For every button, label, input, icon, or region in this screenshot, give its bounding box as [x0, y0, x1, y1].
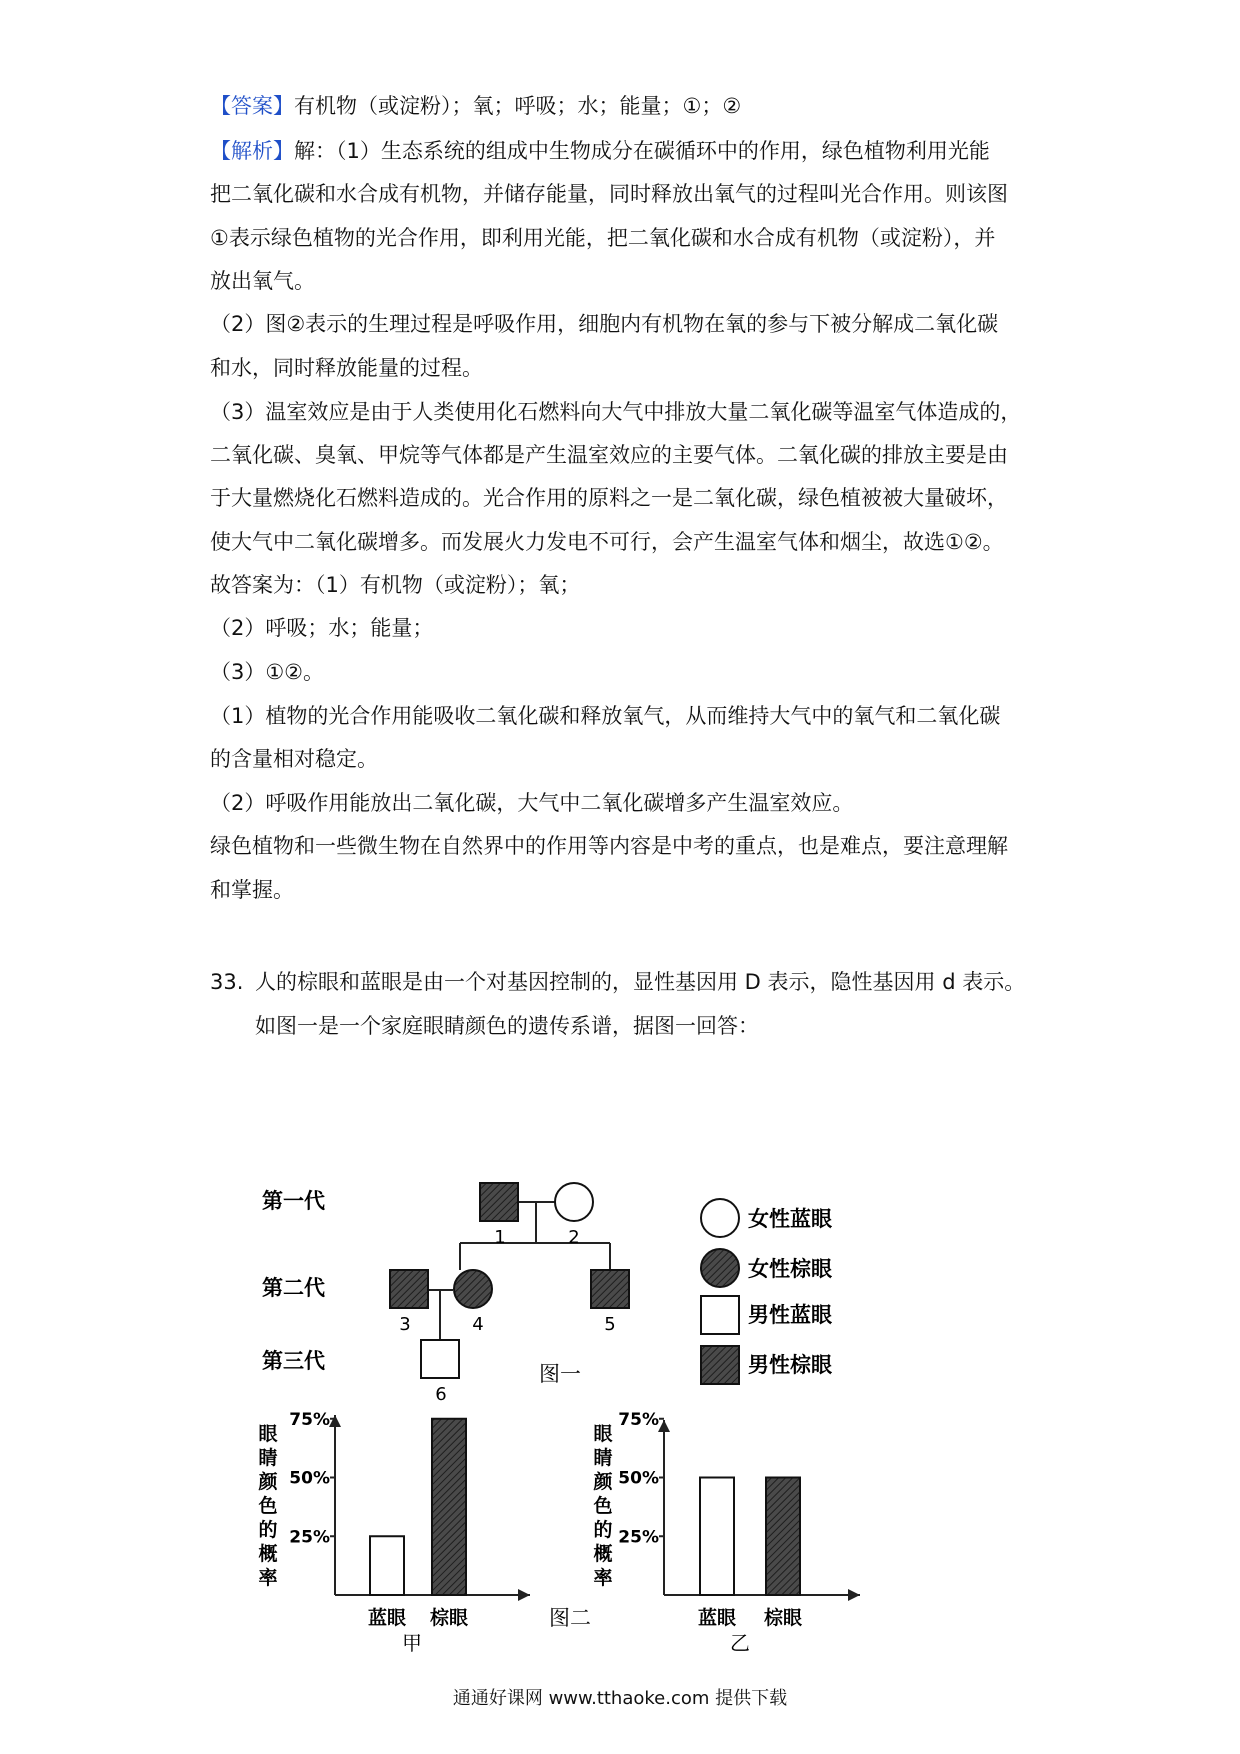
- analysis-line-4: 放出氧气。: [210, 269, 315, 293]
- legend-male-brown-label: 男性棕眼: [748, 1353, 832, 1377]
- analysis-line-6: 和水，同时释放能量的过程。: [210, 356, 483, 380]
- analysis-line-5: （2）图②表示的生理过程是呼吸作用，细胞内有机物在氧的参与下被分解成二氧化碳: [210, 312, 999, 336]
- category-label: 蓝眼: [697, 1607, 737, 1629]
- analysis-line-15: 的含量相对稳定。: [210, 747, 378, 771]
- y-tick-label: 75%: [289, 1409, 330, 1430]
- female-brown-eye-4: [454, 1270, 492, 1308]
- male-brown-eye-5: [591, 1270, 629, 1308]
- generation-label-1: 第一代: [262, 1189, 325, 1213]
- y-axis-label: 眼睛颜色的概率: [593, 1423, 613, 1589]
- individual-label-6: 6: [435, 1384, 447, 1405]
- figure1-caption: 图一: [539, 1362, 581, 1386]
- category-label: 棕眼: [763, 1607, 803, 1629]
- bar-blue-eye: [700, 1478, 734, 1596]
- legend-female-brown-icon: [701, 1249, 739, 1287]
- analysis-line-14: （1）植物的光合作用能吸收二氧化碳和释放氧气，从而维持大气中的氧气和二氧化碳: [210, 704, 1001, 728]
- category-label: 蓝眼: [367, 1607, 407, 1629]
- analysis-line-12: （2）呼吸；水；能量；: [210, 616, 434, 640]
- y-tick-label: 50%: [618, 1468, 659, 1489]
- individual-label-4: 4: [472, 1314, 484, 1335]
- analysis-line-7: （3）温室效应是由于人类使用化石燃料向大气中排放大量二氧化碳等温室气体造成的，: [210, 400, 1022, 424]
- footer-credit: 通通好课网 www.tthaoke.com 提供下载: [452, 1688, 788, 1709]
- question-number: 33.: [210, 970, 244, 994]
- male-blue-eye-6: [421, 1340, 459, 1378]
- female-blue-eye-2: [555, 1183, 593, 1221]
- analysis-line-2: 把二氧化碳和水合成有机物，并储存能量，同时释放出氧气的过程叫光合作用。则该图: [210, 182, 1008, 206]
- x-axis-arrow: [848, 1589, 860, 1601]
- y-tick-label: 75%: [618, 1409, 659, 1430]
- chart-jia: [258, 1410, 530, 1655]
- bar-brown-eye: [766, 1478, 800, 1596]
- legend-male-blue-label: 男性蓝眼: [748, 1303, 832, 1327]
- y-axis-arrow: [658, 1420, 670, 1432]
- category-label: 棕眼: [429, 1607, 469, 1629]
- male-brown-eye-3: [390, 1270, 428, 1308]
- analysis-line-3: ①表示绿色植物的光合作用，即利用光能，把二氧化碳和水合成有机物（或淀粉），并: [210, 226, 996, 250]
- analysis-line-17: 绿色植物和一些微生物在自然界中的作用等内容是中考的重点，也是难点，要注意理解: [210, 834, 1008, 858]
- y-axis-arrow: [329, 1415, 341, 1427]
- legend-male-brown-icon: [701, 1346, 739, 1384]
- figure2-caption: 图二: [549, 1606, 591, 1630]
- analysis-line-11: 故答案为：（1）有机物（或淀粉）；氧；: [210, 573, 581, 597]
- male-brown-eye-1: [480, 1183, 518, 1221]
- question-line-2: 如图一是一个家庭眼睛颜色的遗传系谱，据图一回答：: [255, 1014, 759, 1038]
- y-tick-label: 25%: [289, 1527, 330, 1548]
- chart-title: 乙: [730, 1631, 750, 1655]
- analysis-text: 解：（1）生态系统的组成中生物成分在碳循环中的作用，绿色植物利用光能: [294, 139, 990, 163]
- analysis-line-8: 二氧化碳、臭氧、甲烷等气体都是产生温室效应的主要气体。二氧化碳的排放主要是由: [210, 443, 1008, 467]
- legend-female-brown-label: 女性棕眼: [748, 1257, 832, 1281]
- analysis-line-18: 和掌握。: [210, 878, 294, 902]
- x-axis-arrow: [518, 1589, 530, 1601]
- analysis-line-16: （2）呼吸作用能放出二氧化碳，大气中二氧化碳增多产生温室效应。: [210, 791, 854, 815]
- chart-yi: [593, 1410, 860, 1655]
- analysis-line-13: （3）①②。: [210, 660, 325, 684]
- individual-label-1: 1: [494, 1227, 506, 1248]
- legend-female-blue-icon: [701, 1199, 739, 1237]
- chart-title: 甲: [402, 1631, 422, 1655]
- answer-text: 有机物（或淀粉）；氧；呼吸；水；能量；①；②: [294, 94, 742, 118]
- question-line-1: 人的棕眼和蓝眼是由一个对基因控制的，显性基因用 D 表示，隐性基因用 d 表示。: [255, 970, 1026, 994]
- individual-label-2: 2: [568, 1227, 580, 1248]
- pedigree-lines: [428, 1202, 610, 1340]
- y-tick-label: 25%: [618, 1527, 659, 1548]
- individual-label-5: 5: [604, 1314, 616, 1335]
- analysis-line-9: 于大量燃烧化石燃料造成的。光合作用的原料之一是二氧化碳，绿色植被被大量破坏，: [210, 486, 1008, 510]
- legend-male-blue-icon: [701, 1296, 739, 1334]
- individual-label-3: 3: [399, 1314, 411, 1335]
- answer-tag: 【答案】: [210, 94, 294, 118]
- legend-female-blue-label: 女性蓝眼: [748, 1207, 832, 1231]
- bar-brown-eye: [432, 1419, 466, 1595]
- bar-blue-eye: [370, 1536, 404, 1595]
- y-tick-label: 50%: [289, 1468, 330, 1489]
- analysis-line-10: 使大气中二氧化碳增多。而发展火力发电不可行，会产生温室气体和烟尘，故选①②。: [210, 530, 1004, 554]
- generation-label-3: 第三代: [262, 1349, 325, 1373]
- y-axis-label: 眼睛颜色的概率: [258, 1423, 278, 1589]
- analysis-tag: 【解析】: [210, 139, 294, 163]
- generation-label-2: 第二代: [262, 1276, 325, 1300]
